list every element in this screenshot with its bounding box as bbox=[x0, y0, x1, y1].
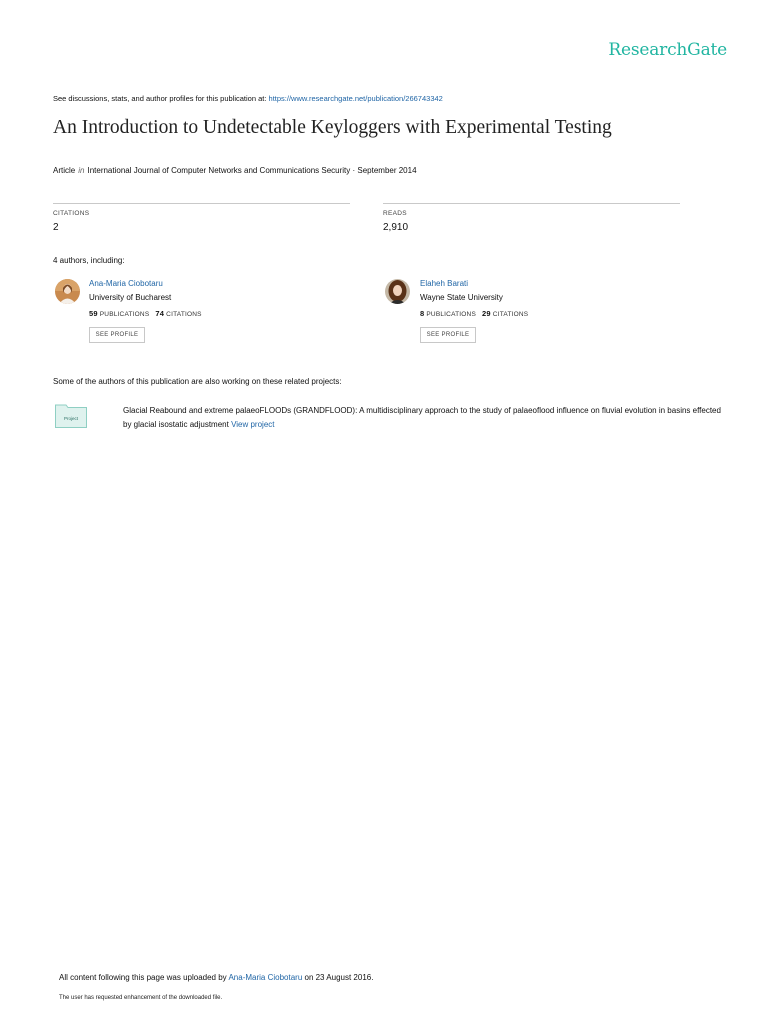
see-profile-button[interactable]: SEE PROFILE bbox=[420, 327, 476, 343]
project-folder-icon[interactable] bbox=[55, 402, 87, 428]
author-photo-icon bbox=[55, 279, 80, 304]
author-name-link[interactable]: Ana-Maria Ciobotaru bbox=[89, 279, 163, 288]
publication-url-link[interactable]: https://www.researchgate.net/publication/266743342 bbox=[268, 94, 443, 103]
citations-label: CITATIONS bbox=[53, 210, 90, 217]
author-stats bbox=[89, 309, 202, 318]
upload-info bbox=[59, 973, 373, 982]
author-photo-icon bbox=[385, 279, 410, 304]
see-profile-button[interactable]: SEE PROFILE bbox=[89, 327, 145, 343]
reads-label: READS bbox=[383, 210, 407, 217]
publication-type: Article bbox=[53, 166, 76, 175]
researchgate-logo[interactable]: ResearchGate bbox=[608, 40, 727, 60]
related-projects-heading: Some of the authors of this publication are also working on these related projects: bbox=[53, 377, 342, 386]
reads-value: 2,910 bbox=[383, 222, 409, 233]
author-stats bbox=[420, 309, 528, 318]
author-avatar[interactable] bbox=[55, 279, 80, 304]
citations-divider bbox=[53, 203, 350, 204]
project-description bbox=[123, 404, 723, 431]
author-publications-count: 8 bbox=[420, 309, 425, 318]
reads-divider bbox=[383, 203, 680, 204]
authors-heading: 4 authors, including: bbox=[53, 256, 125, 265]
author-citations-count: 74 bbox=[155, 309, 165, 318]
author-name-link[interactable]: Elaheh Barati bbox=[420, 279, 469, 288]
in-word: in bbox=[78, 166, 85, 175]
project-title: Glacial Reabound and extreme palaeoFLOODs (GRANDFLOOD): A multidisciplinary approach to the study of palaeoflood influence on fluvial evolution in basins effected by glacial isostatic adjustment bbox=[123, 406, 721, 429]
author-institution: University of Bucharest bbox=[89, 293, 172, 302]
publication-venue: International Journal of Computer Networks and Communications Security · September 2014 bbox=[87, 166, 417, 175]
project-icon-label: Project bbox=[63, 416, 79, 421]
author-publications-count: 59 bbox=[89, 309, 98, 318]
author-citations-label: CITATIONS bbox=[492, 311, 529, 318]
author-institution: Wayne State University bbox=[420, 293, 503, 302]
publication-title: An Introduction to Undetectable Keyloggers with Experimental Testing bbox=[53, 117, 612, 138]
author-publications-label: PUBLICATIONS bbox=[426, 311, 476, 318]
upload-suffix: on 23 August 2016. bbox=[302, 973, 374, 982]
view-project-link[interactable]: View project bbox=[231, 419, 275, 429]
uploader-name-link[interactable]: Ana-Maria Ciobotaru bbox=[228, 973, 303, 982]
author-citations-label: CITATIONS bbox=[166, 311, 202, 318]
citations-value: 2 bbox=[53, 222, 59, 233]
author-publications-label: PUBLICATIONS bbox=[99, 311, 150, 318]
enhancement-note: The user has requested enhancement of the downloaded file. bbox=[59, 995, 223, 1001]
author-avatar[interactable] bbox=[385, 279, 410, 304]
discussions-prefix: See discussions, stats, and author profiles for this publication at: bbox=[53, 94, 269, 103]
upload-prefix: All content following this page was uploaded by bbox=[59, 973, 229, 982]
discussions-line bbox=[53, 94, 443, 103]
publication-meta bbox=[53, 166, 417, 175]
author-citations-count: 29 bbox=[482, 309, 491, 318]
